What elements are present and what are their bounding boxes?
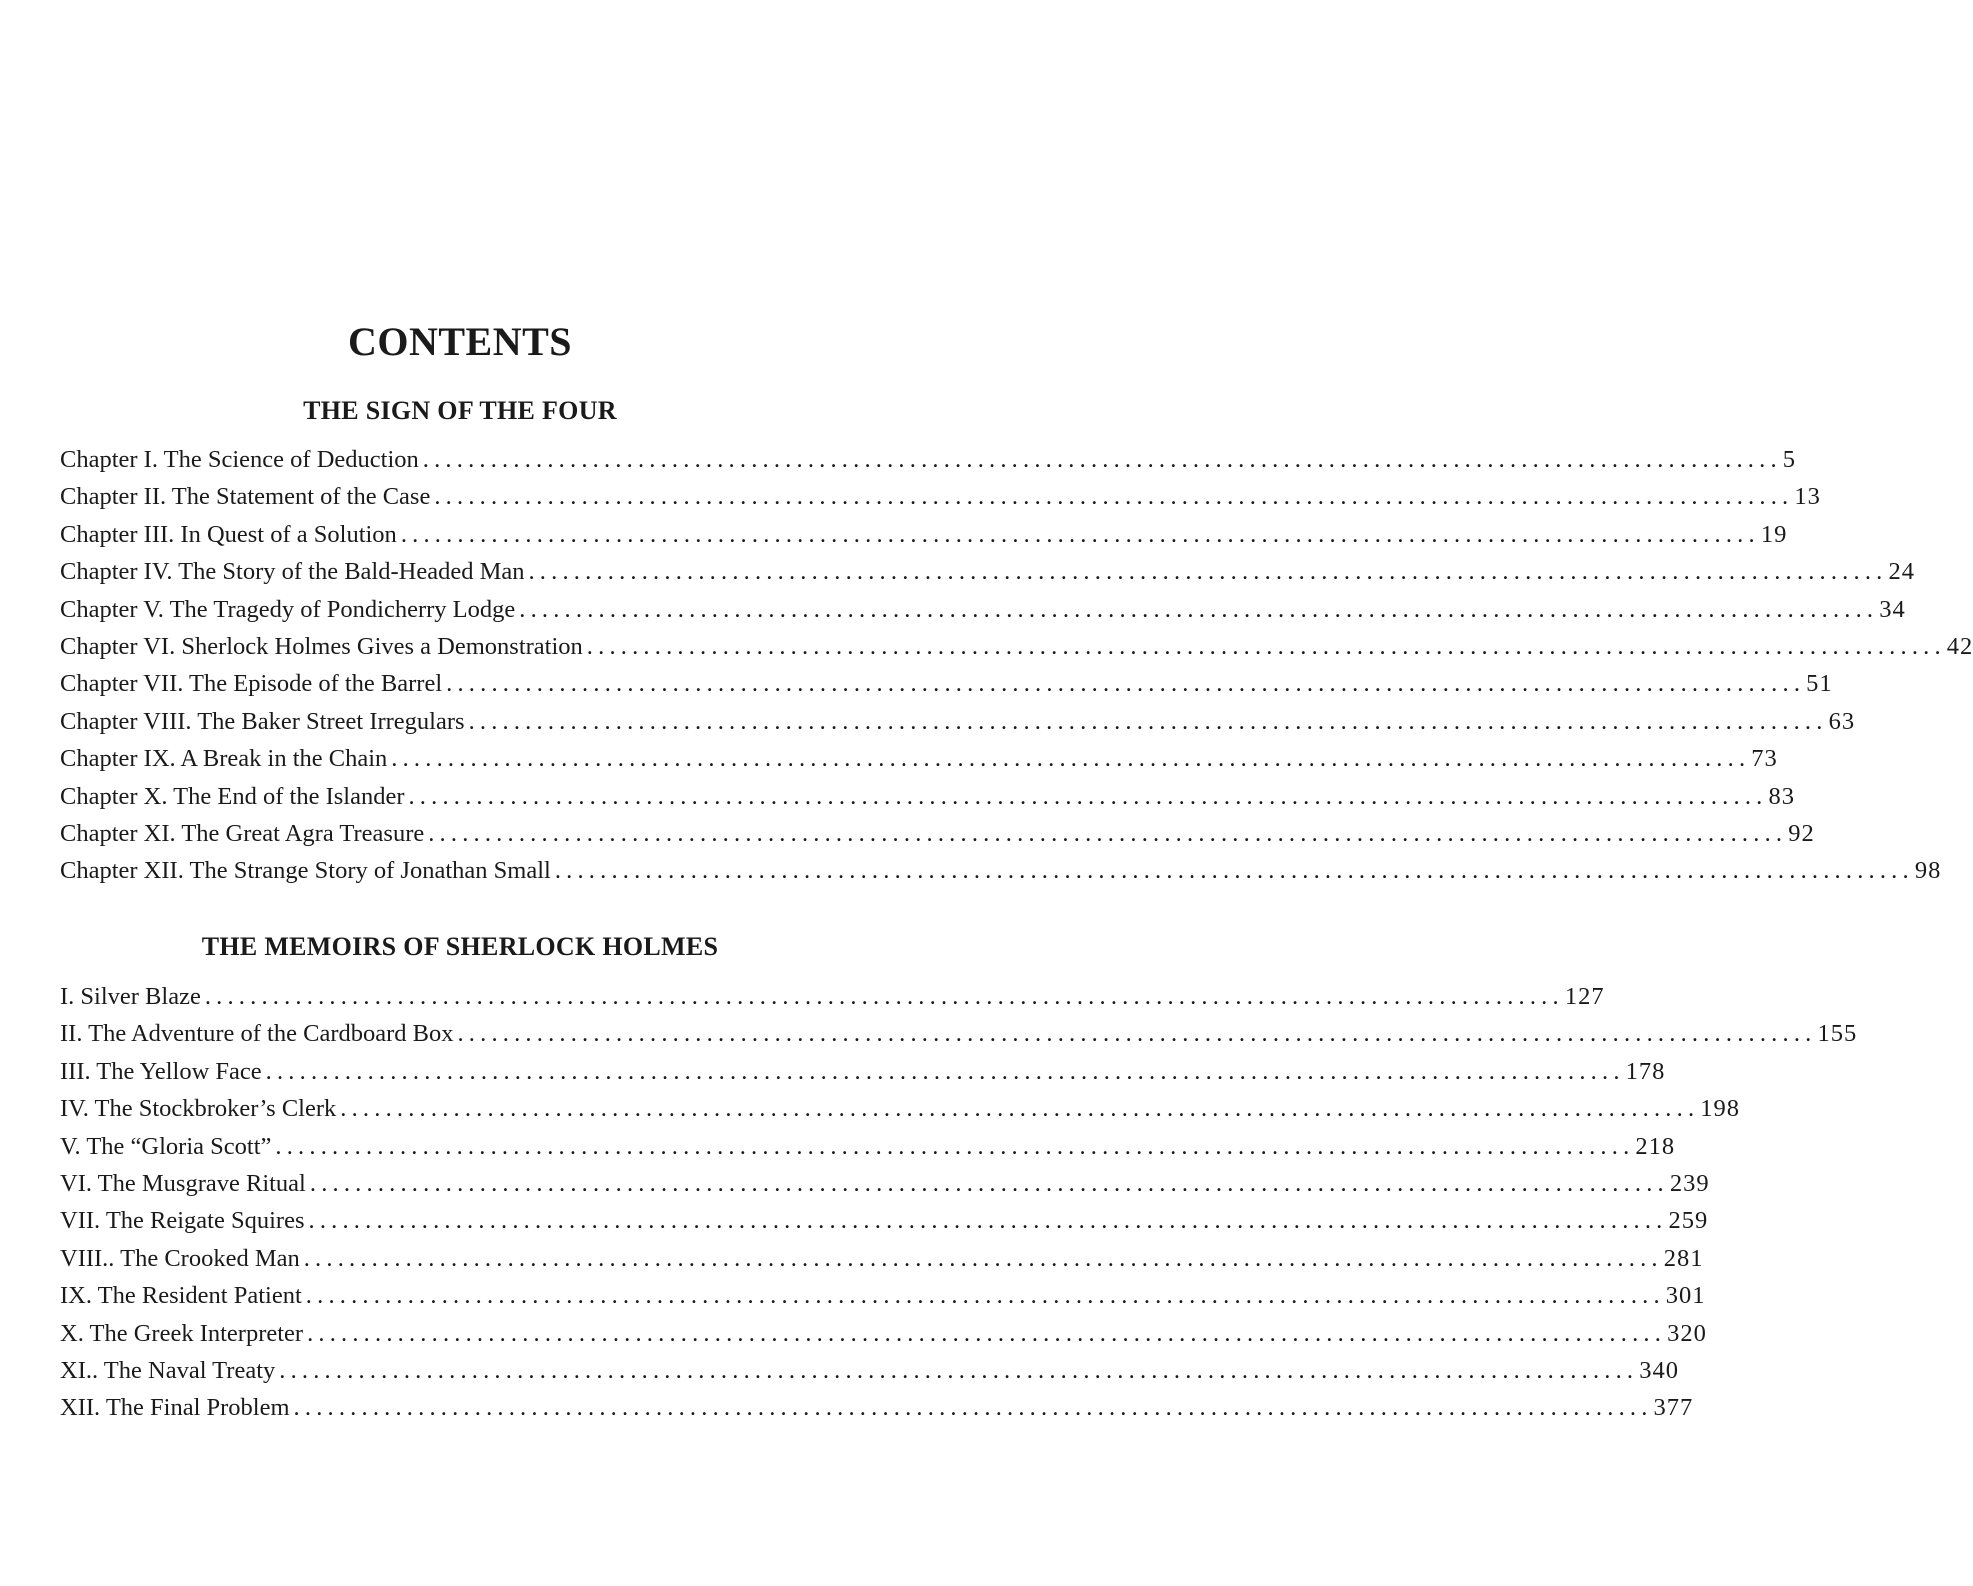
toc-entry[interactable] xyxy=(60,1356,1679,1394)
toc-entry[interactable] xyxy=(60,595,1906,633)
dot-leader: ........................................................................................................................ xyxy=(446,670,1806,698)
toc-entry-title: Chapter VIII. The Baker Street Irregulars xyxy=(60,707,465,735)
toc-entry-page-number: 340 xyxy=(1639,1356,1679,1384)
toc-entry-page-number: 239 xyxy=(1669,1169,1710,1197)
toc-entry-title: V. The “Gloria Scott” xyxy=(60,1132,272,1160)
toc-entry[interactable] xyxy=(60,782,1795,820)
toc-entry[interactable] xyxy=(60,632,1973,670)
dot-leader: ........................................................................................................................ xyxy=(309,1169,1669,1197)
toc-entry-page-number: 42 xyxy=(1946,632,1973,660)
toc-entry[interactable] xyxy=(60,446,1797,483)
dot-leader: ........................................................................................................................ xyxy=(340,1095,1700,1123)
toc-entry-page-number: 34 xyxy=(1879,595,1906,623)
dot-leader: ........................................................................................................................ xyxy=(519,595,1879,623)
toc-entry-page-number: 92 xyxy=(1788,819,1815,847)
toc-entry-title: Chapter VII. The Episode of the Barrel xyxy=(60,670,443,698)
toc-entry-title: Chapter X. The End of the Islander xyxy=(60,782,405,810)
toc-entry-title: Chapter I. The Science of Deduction xyxy=(60,446,419,473)
dot-leader: ........................................................................................................................ xyxy=(275,1132,1635,1160)
toc-entry-title: IX. The Resident Patient xyxy=(60,1282,302,1310)
toc-entry-title: VI. The Musgrave Ritual xyxy=(60,1169,306,1197)
toc-entry[interactable] xyxy=(60,558,1915,595)
toc-entry[interactable] xyxy=(60,1244,1704,1282)
toc-entry[interactable] xyxy=(60,670,1833,707)
dot-leader: ........................................................................................................................ xyxy=(204,983,1564,1010)
toc-entry[interactable] xyxy=(60,1057,1666,1095)
dot-leader: ........................................................................................................................ xyxy=(457,1020,1817,1048)
toc-entry-page-number: 259 xyxy=(1668,1207,1709,1235)
toc-entry-title: Chapter XI. The Great Agra Treasure xyxy=(60,819,425,847)
toc-entry-page-number: 127 xyxy=(1564,983,1605,1010)
section-heading-sign-of-four: THE SIGN OF THE FOUR xyxy=(303,396,617,425)
dot-leader: ........................................................................................................................ xyxy=(434,483,1794,511)
toc-entry-page-number: 98 xyxy=(1914,857,1942,885)
toc-entry[interactable] xyxy=(60,1169,1710,1207)
toc-entry-page-number: 281 xyxy=(1663,1244,1704,1272)
toc-entry-title: XII. The Final Problem xyxy=(60,1394,290,1422)
toc-entry-title: XI.. The Naval Treaty xyxy=(60,1356,276,1384)
toc-entry-title: III. The Yellow Face xyxy=(60,1057,262,1085)
dot-leader: ........................................................................................................................ xyxy=(265,1057,1625,1085)
toc-entry[interactable] xyxy=(60,1394,1694,1431)
toc-entry-page-number: 218 xyxy=(1635,1132,1676,1160)
toc-entry-page-number: 178 xyxy=(1625,1057,1666,1085)
toc-entry-page-number: 301 xyxy=(1665,1282,1706,1310)
toc-entry-page-number: 320 xyxy=(1667,1319,1707,1347)
toc-entry[interactable] xyxy=(60,983,1605,1020)
toc-entry[interactable] xyxy=(60,857,1942,894)
toc-entry[interactable] xyxy=(60,1020,1858,1057)
dot-leader: ........................................................................................................................ xyxy=(308,1207,1668,1235)
dot-leader: ........................................................................................................................ xyxy=(468,707,1828,735)
toc-entry-page-number: 73 xyxy=(1751,745,1778,773)
toc-entry-page-number: 155 xyxy=(1817,1020,1858,1048)
toc-list-memoirs xyxy=(60,983,1858,1432)
toc-entry-title: Chapter XII. The Strange Story of Jonathan Small xyxy=(60,857,551,885)
section-heading-memoirs: THE MEMOIRS OF SHERLOCK HOLMES xyxy=(201,932,719,961)
toc-entry-title: II. The Adventure of the Cardboard Box xyxy=(60,1020,454,1048)
dot-leader: ........................................................................................................................ xyxy=(408,782,1768,810)
toc-entry-title: Chapter IX. A Break in the Chain xyxy=(60,745,388,773)
toc-entry-title: Chapter V. The Tragedy of Pondicherry Lodge xyxy=(60,595,516,623)
dot-leader: ........................................................................................................................ xyxy=(422,446,1782,473)
toc-entry[interactable] xyxy=(60,819,1815,857)
toc-entry-title: I. Silver Blaze xyxy=(60,983,201,1010)
toc-entry[interactable] xyxy=(60,520,1788,558)
toc-entry[interactable] xyxy=(60,1132,1676,1170)
dot-leader: ........................................................................................................................ xyxy=(400,520,1760,548)
toc-entry-title: Chapter VI. Sherlock Holmes Gives a Demonstration xyxy=(60,632,583,660)
toc-entry-title: Chapter IV. The Story of the Bald-Headed Man xyxy=(60,558,525,586)
toc-entry-page-number: 13 xyxy=(1794,483,1821,511)
toc-entry-page-number: 24 xyxy=(1888,558,1915,586)
toc-entry-title: Chapter II. The Statement of the Case xyxy=(60,483,431,511)
dot-leader: ........................................................................................................................ xyxy=(528,558,1888,586)
toc-entry[interactable] xyxy=(60,707,1856,745)
toc-entry-page-number: 63 xyxy=(1828,707,1856,735)
dot-leader: ........................................................................................................................ xyxy=(391,745,1751,773)
dot-leader: ........................................................................................................................ xyxy=(293,1394,1653,1422)
toc-entry-page-number: 83 xyxy=(1768,782,1795,810)
toc-entry-title: Chapter III. In Quest of a Solution xyxy=(60,520,397,548)
dot-leader: ........................................................................................................................ xyxy=(554,857,1914,885)
toc-list-sign-of-four xyxy=(60,446,1973,895)
toc-entry-page-number: 5 xyxy=(1782,446,1797,473)
toc-entry[interactable] xyxy=(60,1282,1706,1319)
toc-entry[interactable] xyxy=(60,1319,1707,1357)
dot-leader: ........................................................................................................................ xyxy=(428,819,1788,847)
toc-entry-page-number: 377 xyxy=(1653,1394,1694,1422)
dot-leader: ........................................................................................................................ xyxy=(586,632,1946,660)
toc-entry[interactable] xyxy=(60,483,1821,520)
dot-leader: ........................................................................................................................ xyxy=(279,1356,1639,1384)
toc-entry-page-number: 198 xyxy=(1700,1095,1741,1123)
dot-leader: ........................................................................................................................ xyxy=(303,1244,1663,1272)
dot-leader: ........................................................................................................................ xyxy=(307,1319,1667,1347)
toc-entry-title: VII. The Reigate Squires xyxy=(60,1207,305,1235)
toc-entry[interactable] xyxy=(60,1207,1709,1244)
toc-entry-title: IV. The Stockbroker’s Clerk xyxy=(60,1095,337,1123)
dot-leader: ........................................................................................................................ xyxy=(305,1282,1665,1310)
page-title: CONTENTS xyxy=(347,319,573,364)
toc-entry-page-number: 19 xyxy=(1760,520,1788,548)
toc-entry-title: X. The Greek Interpreter xyxy=(60,1319,304,1347)
toc-entry-title: VIII.. The Crooked Man xyxy=(60,1244,300,1272)
toc-entry[interactable] xyxy=(60,745,1778,782)
toc-entry[interactable] xyxy=(60,1095,1741,1132)
toc-entry-page-number: 51 xyxy=(1806,670,1833,698)
